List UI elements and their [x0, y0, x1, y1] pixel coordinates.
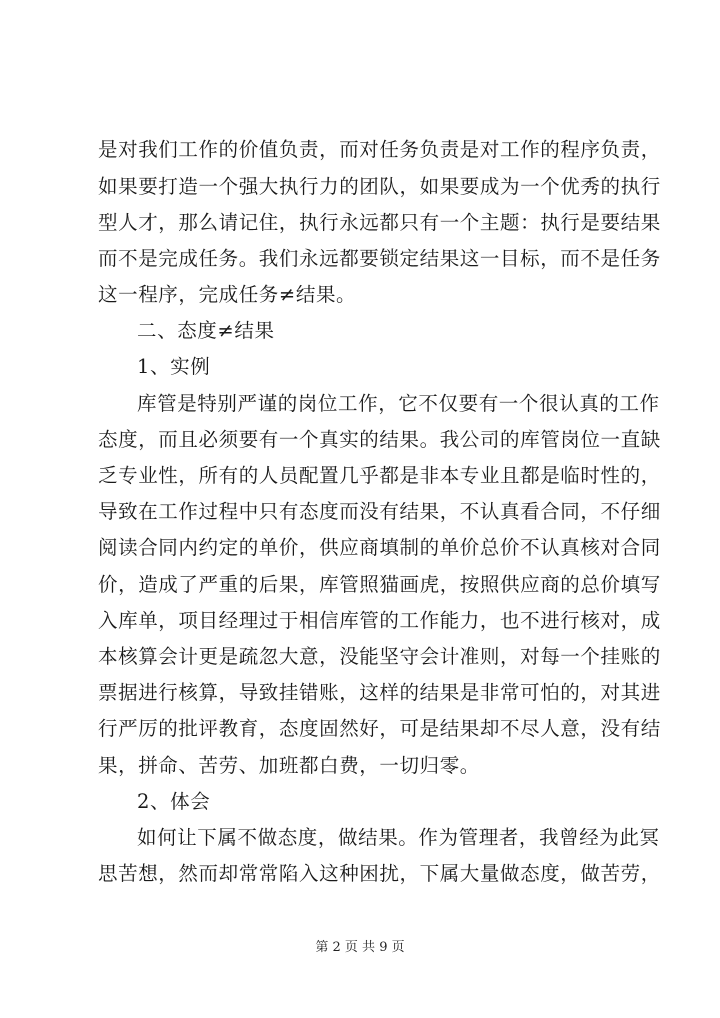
- paragraph-line: 型人才，那么请记住，执行永远都只有一个主题：执行是要结果: [98, 211, 661, 234]
- paragraph-line: 入库单，项目经理过于相信库管的工作能力，也不进行核对，成: [98, 609, 661, 632]
- paragraph-line: 而不是完成任务。我们永远都要锁定结果这一目标，而不是任务: [98, 247, 661, 270]
- page-number-footer: 第 2 页 共 9 页: [315, 940, 405, 955]
- paragraph-line: 库管是特别严谨的岗位工作，它不仅要有一个很认真的工作: [137, 392, 660, 415]
- paragraph-line: 态度，而且必须要有一个真实的结果。我公司的库管岗位一直缺: [98, 428, 661, 451]
- paragraph-line: 票据进行核算，导致挂错账，这样的结果是非常可怕的，对其进: [98, 681, 661, 704]
- paragraph-line: 阅读合同内约定的单价，供应商填制的单价总价不认真核对合同: [98, 536, 661, 559]
- paragraph-line: 行严厉的批评教育，态度固然好，可是结果却不尽人意，没有结: [98, 717, 661, 740]
- subsection-heading: 2、体会: [137, 790, 211, 813]
- paragraph-line: 思苦想，然而却常常陷入这种困扰，下属大量做态度，做苦劳，: [98, 862, 661, 885]
- paragraph-line: 是对我们工作的价值负责，而对任务负责是对工作的程序负责，: [98, 138, 661, 161]
- subsection-heading: 1、实例: [137, 355, 211, 378]
- paragraph-line: 导致在工作过程中只有态度而没有结果，不认真看合同，不仔细: [98, 500, 661, 523]
- paragraph-line: 这一程序，完成任务≠结果。: [98, 283, 357, 306]
- paragraph-line: 乏专业性，所有的人员配置几乎都是非本专业且都是临时性的，: [98, 464, 661, 487]
- paragraph-line: 如何让下属不做态度，做结果。作为管理者，我曾经为此冥: [137, 826, 660, 849]
- section-heading: 二、态度≠结果: [137, 319, 275, 342]
- paragraph-line: 价，造成了严重的后果，库管照猫画虎，按照供应商的总价填写: [98, 573, 661, 596]
- paragraph-line: 果，拼命、苦劳、加班都白费，一切归零。: [98, 754, 480, 777]
- paragraph-line: 本核算会计更是疏忽大意，没能坚守会计准则，对每一个挂账的: [98, 645, 661, 668]
- paragraph-line: 如果要打造一个强大执行力的团队，如果要成为一个优秀的执行: [98, 175, 661, 198]
